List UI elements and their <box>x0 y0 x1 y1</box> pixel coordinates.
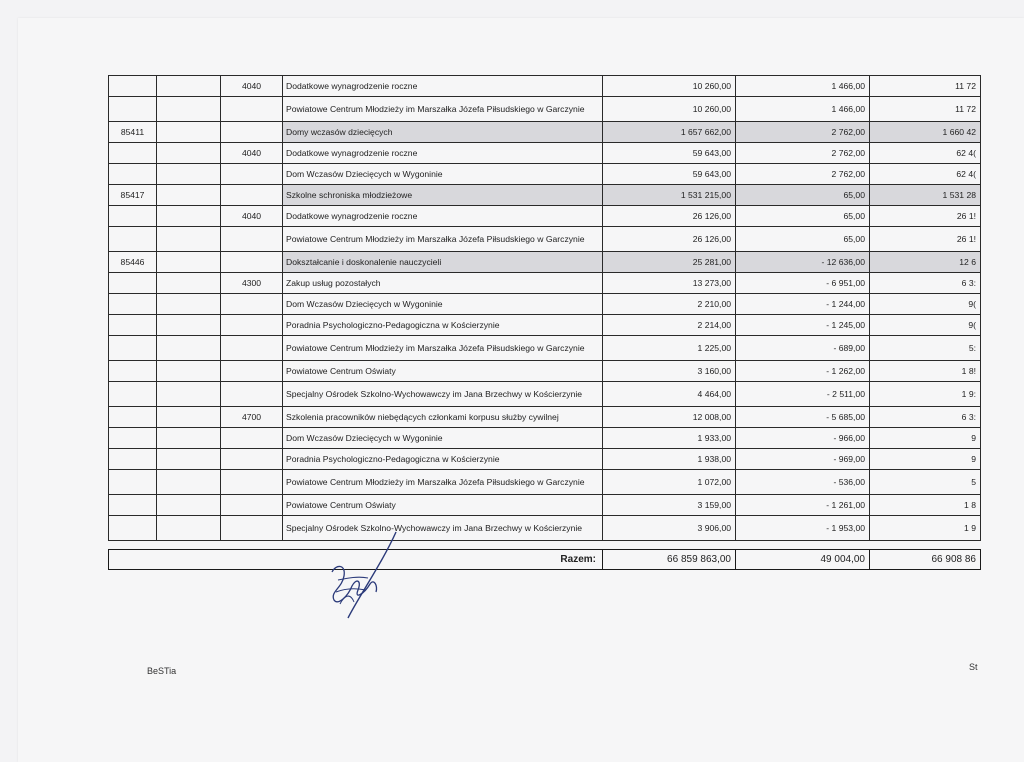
cell-paragraf: 4300 <box>221 273 283 294</box>
cell-plan: 10 260,00 <box>603 97 736 122</box>
cell-paragraf <box>221 315 283 336</box>
cell-rozdzial <box>157 122 221 143</box>
cell-rozdzial <box>157 164 221 185</box>
cell-rozdzial <box>157 294 221 315</box>
cell-after: 9 <box>870 449 981 470</box>
cell-plan: 26 126,00 <box>603 227 736 252</box>
cell-after: 9( <box>870 294 981 315</box>
cell-paragraf <box>221 164 283 185</box>
cell-change: - 1 245,00 <box>736 315 870 336</box>
total-plan: 66 859 863,00 <box>603 550 736 570</box>
cell-after: 1 9: <box>870 382 981 407</box>
total-row <box>109 550 981 570</box>
table-row <box>109 227 981 252</box>
table-body <box>109 76 981 541</box>
cell-after: 62 4( <box>870 143 981 164</box>
cell-rozdzial <box>157 361 221 382</box>
cell-description: Szkolne schroniska młodzieżowe <box>283 185 603 206</box>
cell-after: 5 <box>870 470 981 495</box>
cell-dzial <box>109 449 157 470</box>
cell-plan: 25 281,00 <box>603 252 736 273</box>
cell-plan: 1 072,00 <box>603 470 736 495</box>
cell-rozdzial <box>157 516 221 541</box>
cell-after: 12 6 <box>870 252 981 273</box>
cell-dzial: 85411 <box>109 122 157 143</box>
table-row <box>109 495 981 516</box>
budget-table <box>108 75 981 570</box>
cell-change: - 536,00 <box>736 470 870 495</box>
cell-after: 5: <box>870 336 981 361</box>
cell-change: 2 762,00 <box>736 143 870 164</box>
cell-description: Powiatowe Centrum Młodzieży im Marszałka Józefa Piłsudskiego w Garczynie <box>283 97 603 122</box>
cell-paragraf <box>221 227 283 252</box>
cell-plan: 2 214,00 <box>603 315 736 336</box>
cell-plan: 59 643,00 <box>603 164 736 185</box>
cell-description: Zakup usług pozostałych <box>283 273 603 294</box>
cell-paragraf <box>221 97 283 122</box>
cell-change: - 1 244,00 <box>736 294 870 315</box>
cell-rozdzial <box>157 382 221 407</box>
table-row <box>109 206 981 227</box>
cell-description: Powiatowe Centrum Oświaty <box>283 361 603 382</box>
total-after: 66 908 86 <box>870 550 981 570</box>
cell-description: Dom Wczasów Dziecięcych w Wygoninie <box>283 294 603 315</box>
cell-paragraf <box>221 185 283 206</box>
footer-left-text: BeSTia <box>147 666 177 676</box>
cell-plan: 1 938,00 <box>603 449 736 470</box>
cell-change: 65,00 <box>736 206 870 227</box>
cell-dzial <box>109 76 157 97</box>
table-row <box>109 428 981 449</box>
cell-dzial: 85417 <box>109 185 157 206</box>
cell-description: Specjalny Ośrodek Szkolno-Wychowawczy im Jana Brzechwy w Kościerzynie <box>283 382 603 407</box>
cell-plan: 26 126,00 <box>603 206 736 227</box>
cell-dzial <box>109 315 157 336</box>
cell-after: 62 4( <box>870 164 981 185</box>
cell-description: Powiatowe Centrum Młodzieży im Marszałka Józefa Piłsudskiego w Garczynie <box>283 227 603 252</box>
cell-rozdzial <box>157 76 221 97</box>
cell-change: 2 762,00 <box>736 164 870 185</box>
cell-paragraf <box>221 122 283 143</box>
cell-plan: 1 225,00 <box>603 336 736 361</box>
cell-paragraf <box>221 252 283 273</box>
cell-plan: 2 210,00 <box>603 294 736 315</box>
cell-plan: 3 160,00 <box>603 361 736 382</box>
cell-paragraf <box>221 516 283 541</box>
cell-rozdzial <box>157 97 221 122</box>
cell-plan: 10 260,00 <box>603 76 736 97</box>
cell-change: 2 762,00 <box>736 122 870 143</box>
cell-rozdzial <box>157 315 221 336</box>
cell-rozdzial <box>157 428 221 449</box>
table-row <box>109 97 981 122</box>
cell-rozdzial <box>157 495 221 516</box>
cell-change: 1 466,00 <box>736 97 870 122</box>
cell-plan: 4 464,00 <box>603 382 736 407</box>
cell-paragraf <box>221 449 283 470</box>
total-label: Razem: <box>109 550 603 570</box>
cell-dzial <box>109 407 157 428</box>
cell-change: - 966,00 <box>736 428 870 449</box>
cell-after: 1 8! <box>870 361 981 382</box>
cell-description: Powiatowe Centrum Młodzieży im Marszałka Józefa Piłsudskiego w Garczynie <box>283 470 603 495</box>
cell-plan: 1 657 662,00 <box>603 122 736 143</box>
cell-rozdzial <box>157 227 221 252</box>
cell-plan: 3 159,00 <box>603 495 736 516</box>
cell-dzial <box>109 382 157 407</box>
table-row <box>109 382 981 407</box>
cell-paragraf: 4040 <box>221 206 283 227</box>
cell-plan: 12 008,00 <box>603 407 736 428</box>
cell-paragraf <box>221 382 283 407</box>
cell-plan: 1 933,00 <box>603 428 736 449</box>
cell-dzial <box>109 143 157 164</box>
cell-change: - 689,00 <box>736 336 870 361</box>
cell-dzial <box>109 516 157 541</box>
cell-change: - 2 511,00 <box>736 382 870 407</box>
cell-description: Powiatowe Centrum Oświaty <box>283 495 603 516</box>
cell-paragraf <box>221 361 283 382</box>
cell-change: - 12 636,00 <box>736 252 870 273</box>
cell-change: - 1 262,00 <box>736 361 870 382</box>
table-row <box>109 336 981 361</box>
cell-rozdzial <box>157 206 221 227</box>
cell-paragraf <box>221 470 283 495</box>
table-row <box>109 76 981 97</box>
cell-description: Dom Wczasów Dziecięcych w Wygoninie <box>283 164 603 185</box>
cell-dzial <box>109 227 157 252</box>
cell-after: 1 9 <box>870 516 981 541</box>
cell-plan: 59 643,00 <box>603 143 736 164</box>
cell-paragraf <box>221 428 283 449</box>
cell-after: 6 3: <box>870 273 981 294</box>
cell-rozdzial <box>157 470 221 495</box>
cell-dzial <box>109 97 157 122</box>
cell-description: Dodatkowe wynagrodzenie roczne <box>283 76 603 97</box>
cell-change: 1 466,00 <box>736 76 870 97</box>
table-row <box>109 361 981 382</box>
cell-change: - 969,00 <box>736 449 870 470</box>
table-row <box>109 164 981 185</box>
cell-after: 11 72 <box>870 76 981 97</box>
cell-change: 65,00 <box>736 185 870 206</box>
cell-rozdzial <box>157 143 221 164</box>
cell-after: 26 1! <box>870 227 981 252</box>
cell-paragraf <box>221 336 283 361</box>
cell-description: Dodatkowe wynagrodzenie roczne <box>283 143 603 164</box>
cell-rozdzial <box>157 336 221 361</box>
table-row <box>109 294 981 315</box>
cell-dzial <box>109 336 157 361</box>
cell-dzial <box>109 428 157 449</box>
cell-change: - 1 261,00 <box>736 495 870 516</box>
cell-rozdzial <box>157 185 221 206</box>
table-row <box>109 407 981 428</box>
cell-after: 1 660 42 <box>870 122 981 143</box>
cell-plan: 3 906,00 <box>603 516 736 541</box>
cell-description: Szkolenia pracowników niebędących członkami korpusu służby cywilnej <box>283 407 603 428</box>
cell-description: Powiatowe Centrum Młodzieży im Marszałka Józefa Piłsudskiego w Garczynie <box>283 336 603 361</box>
table-row <box>109 273 981 294</box>
cell-change: - 1 953,00 <box>736 516 870 541</box>
cell-after: 11 72 <box>870 97 981 122</box>
table-row <box>109 449 981 470</box>
cell-description: Specjalny Ośrodek Szkolno-Wychowawczy im Jana Brzechwy w Kościerzynie <box>283 516 603 541</box>
cell-rozdzial <box>157 273 221 294</box>
cell-paragraf: 4040 <box>221 76 283 97</box>
cell-description: Domy wczasów dziecięcych <box>283 122 603 143</box>
cell-after: 26 1! <box>870 206 981 227</box>
section-row <box>109 252 981 273</box>
cell-description: Dodatkowe wynagrodzenie roczne <box>283 206 603 227</box>
cell-description: Poradnia Psychologiczno-Pedagogiczna w Kościerzynie <box>283 449 603 470</box>
section-row <box>109 122 981 143</box>
total-change: 49 004,00 <box>736 550 870 570</box>
cell-dzial <box>109 361 157 382</box>
cell-dzial <box>109 273 157 294</box>
cell-dzial <box>109 294 157 315</box>
table-row <box>109 470 981 495</box>
cell-description: Dokształcanie i doskonalenie nauczycieli <box>283 252 603 273</box>
footer-right-text: St <box>969 662 978 672</box>
cell-dzial <box>109 470 157 495</box>
cell-after: 9( <box>870 315 981 336</box>
cell-dzial: 85446 <box>109 252 157 273</box>
cell-paragraf <box>221 294 283 315</box>
cell-description: Poradnia Psychologiczno-Pedagogiczna w Kościerzynie <box>283 315 603 336</box>
cell-dzial <box>109 164 157 185</box>
cell-rozdzial <box>157 407 221 428</box>
section-row <box>109 185 981 206</box>
cell-after: 9 <box>870 428 981 449</box>
cell-rozdzial <box>157 252 221 273</box>
table-row <box>109 516 981 541</box>
table-row <box>109 143 981 164</box>
cell-change: 65,00 <box>736 227 870 252</box>
cell-after: 1 531 28 <box>870 185 981 206</box>
cell-paragraf: 4700 <box>221 407 283 428</box>
cell-dzial <box>109 495 157 516</box>
cell-description: Dom Wczasów Dziecięcych w Wygoninie <box>283 428 603 449</box>
cell-dzial <box>109 206 157 227</box>
cell-paragraf <box>221 495 283 516</box>
cell-plan: 1 531 215,00 <box>603 185 736 206</box>
cell-after: 6 3: <box>870 407 981 428</box>
cell-rozdzial <box>157 449 221 470</box>
cell-change: - 6 951,00 <box>736 273 870 294</box>
cell-after: 1 8 <box>870 495 981 516</box>
cell-paragraf: 4040 <box>221 143 283 164</box>
cell-plan: 13 273,00 <box>603 273 736 294</box>
table-row <box>109 315 981 336</box>
handwritten-signature <box>318 530 408 620</box>
cell-change: - 5 685,00 <box>736 407 870 428</box>
